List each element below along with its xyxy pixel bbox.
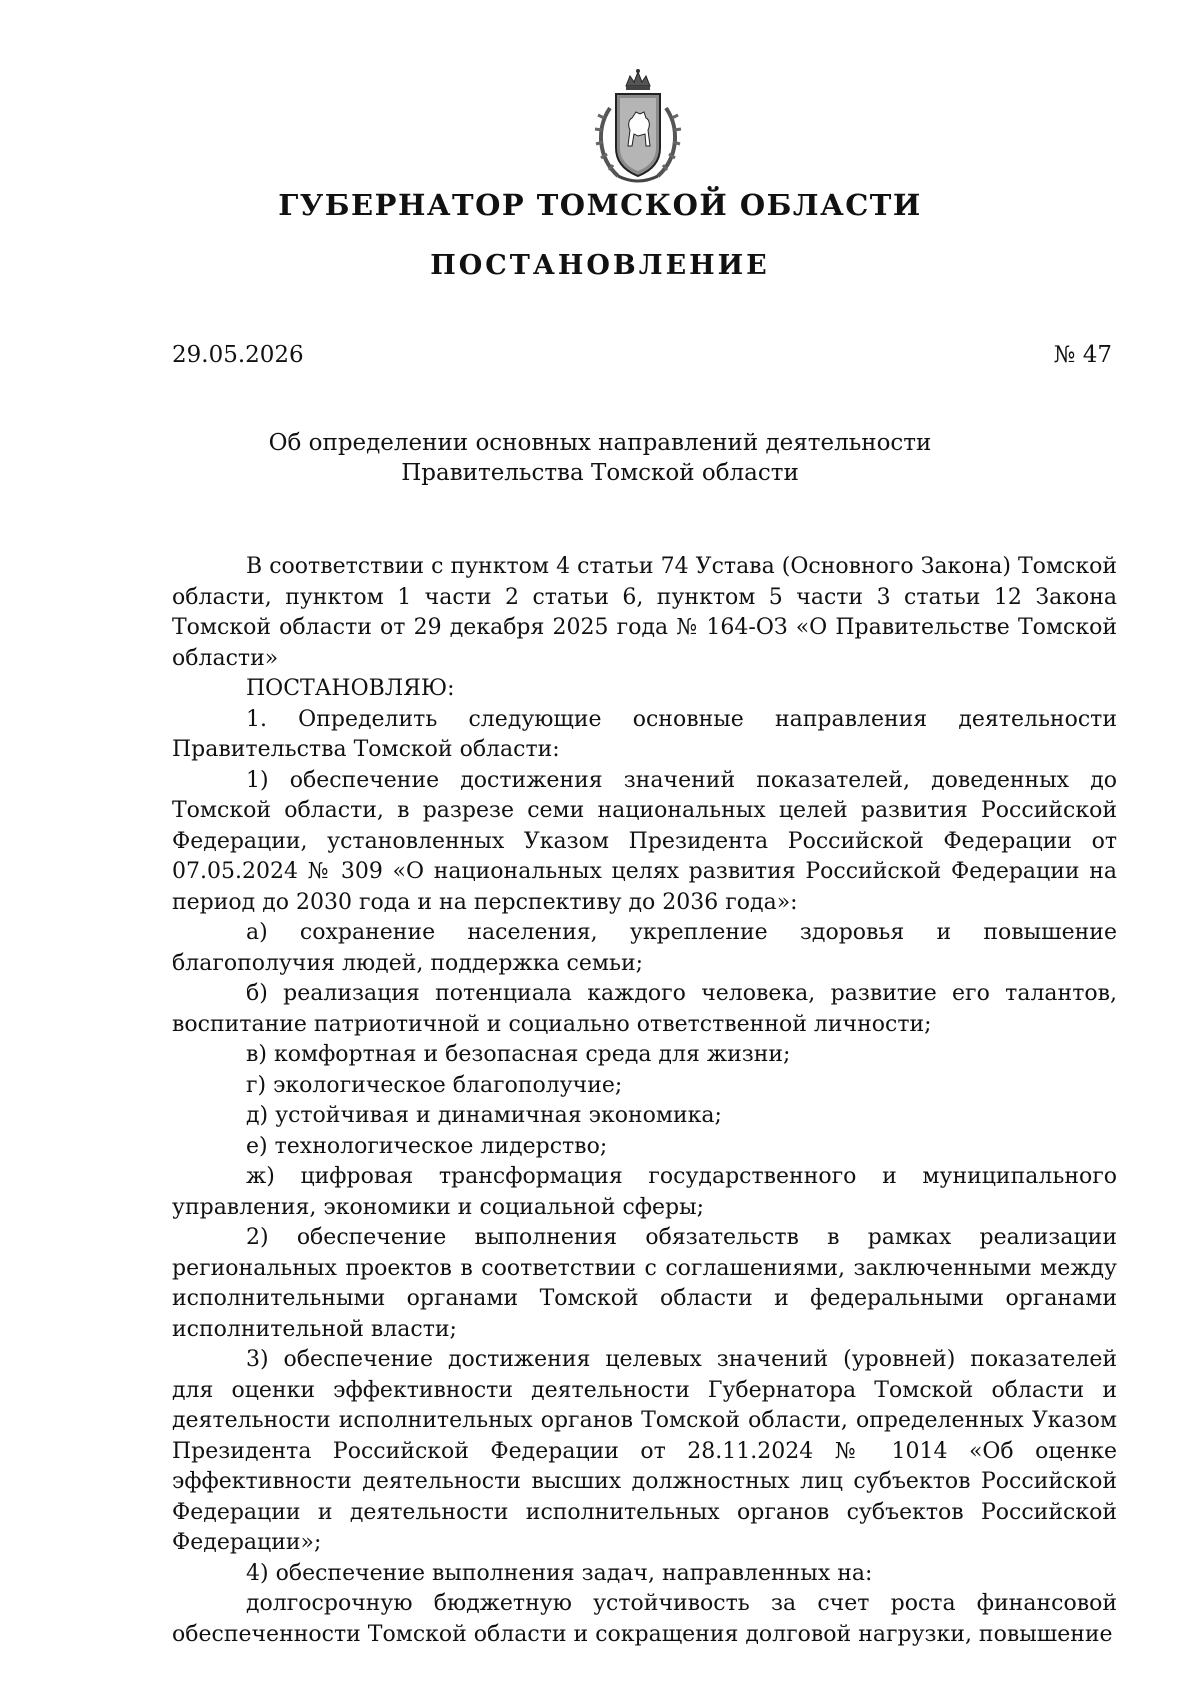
document-number: № 47 xyxy=(1053,342,1112,368)
document-type: ПОСТАНОВЛЕНИЕ xyxy=(430,250,770,281)
subject-line: Об определении основных направлений деятельности xyxy=(268,430,932,456)
document-body xyxy=(172,552,1117,1650)
document-subject xyxy=(0,428,1200,488)
body-paragraph: в) комфортная и безопасная среда для жизни; xyxy=(246,1042,791,1067)
body-paragraph: д) устойчивая и динамичная экономика; xyxy=(246,1103,722,1128)
document-date: 29.05.2026 xyxy=(172,342,304,368)
body-paragraph: ж) цифровая трансформация государственного и муниципального управления, экономики и социальной сферы; xyxy=(172,1164,1117,1220)
body-paragraph: г) экологическое благополучие; xyxy=(246,1072,623,1098)
body-paragraph: В соответствии с пунктом 4 статьи 74 Устава (Основного Закона) Томской области, пунктом 1 части 2 статьи 6, пунктом 5 части 3 статьи 12 Закона Томской области от 29 декабря 2025 года № 164-ОЗ «О Правительстве Томской области» xyxy=(172,554,1117,671)
body-paragraph: 2) обеспечение выполнения обязательств в рамках реализации региональных проектов в соответствии с соглашениями, заключенными между исполнительными органами Томской области и федеральными органами исполнительной власти; xyxy=(172,1225,1117,1342)
body-paragraph: е) технологическое лидерство; xyxy=(246,1133,608,1159)
decree-word: ПОСТАНОВЛЯЮ: xyxy=(246,676,455,701)
coat-of-arms-icon xyxy=(588,68,688,188)
body-paragraph: б) реализация потенциала каждого человека, развитие его талантов, воспитание патриотичной и социально ответственной личности; xyxy=(172,981,1117,1037)
body-paragraph: 4) обеспечение выполнения задач, направленных на: xyxy=(246,1560,873,1586)
body-paragraph: а) сохранение населения, укрепление здоровья и повышение благополучия людей, поддержка семьи; xyxy=(172,920,1117,976)
body-paragraph: долгосрочную бюджетную устойчивость за счет роста финансовой обеспеченности Томской области и сокращения долговой нагрузки, повышение xyxy=(172,1591,1117,1647)
body-paragraph: 3) обеспечение достижения целевых значений (уровней) показателей для оценки эффективности деятельности Губернатора Томской области и деятельности исполнительных органов Томской области, определенных Указом Президента Российской Федерации от 28.11.2024 № 1014 «Об оценке эффективности деятельности высших должностных лиц субъектов Российской Федерации и деятельности исполнительных органов субъектов Российской Федерации»; xyxy=(172,1347,1117,1555)
authority-title: ГУБЕРНАТОР ТОМСКОЙ ОБЛАСТИ xyxy=(278,188,922,222)
subject-line: Правительства Томской области xyxy=(401,460,799,486)
body-paragraph: 1) обеспечение достижения значений показателей, доведенных до Томской области, в разрезе семи национальных целей развития Российской Федерации, установленных Указом Президента Российской Федерации от 07.05.2024 № 309 «О национальных целях развития Российской Федерации на период до 2030 года и на перспективу до 2036 года»: xyxy=(172,767,1117,915)
body-paragraph: 1. Определить следующие основные направления деятельности Правительства Томской области: xyxy=(172,706,1117,762)
